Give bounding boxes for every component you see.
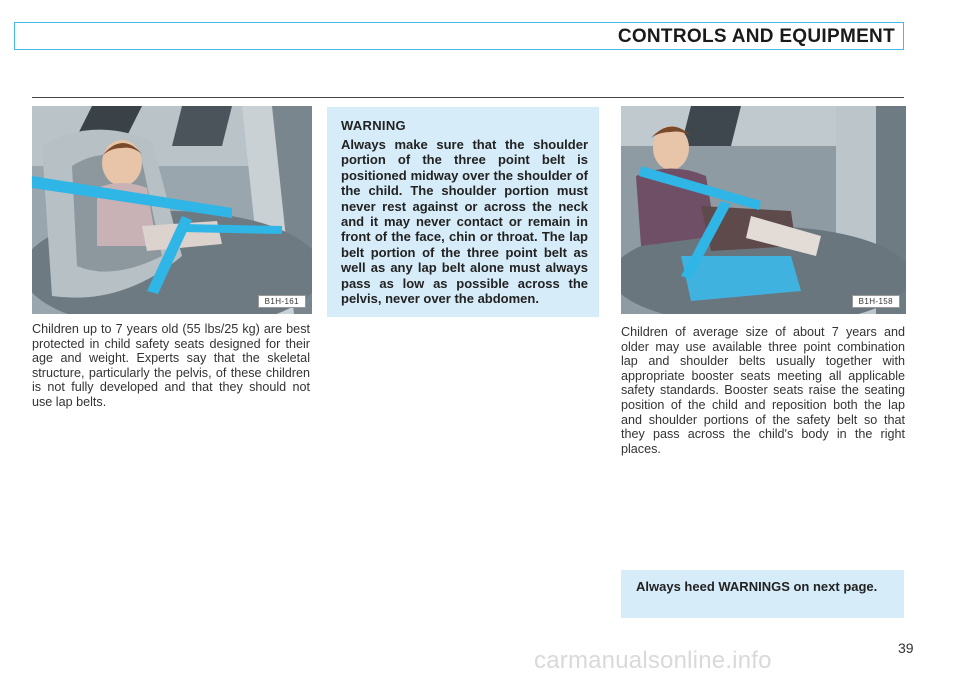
warning-title: WARNING — [341, 118, 406, 133]
figure-label-right: B1H-158 — [852, 295, 900, 308]
child-seat-illustration — [32, 106, 312, 314]
header-rule — [32, 97, 904, 98]
left-paragraph: Children up to 7 years old (55 lbs/25 kg) are best protected in child safety seats designed for their age and weight. Experts say that the skeletal structure, particularly the pelvis, of these children is not fully developed and that they should not use lap belts. — [32, 322, 310, 409]
booster-seat-image — [621, 106, 906, 314]
warning-text: Always make sure that the shoulder portion of the three point belt is positioned midway over the shoulder of the child. The shoulder portion must never rest against or across the neck and it may never contact or remain in front of the face, chin or throat. The lap belt portion of the three point belt as well as any lap belt alone must always pass as low as possible across the pelvis, never over the abdomen. — [341, 137, 588, 307]
page-title: CONTROLS AND EQUIPMENT — [617, 26, 895, 47]
notice-text: Always heed WARNINGS on next page. — [636, 579, 878, 594]
watermark: carmanualsonline.info — [534, 647, 772, 674]
child-seat-image — [32, 106, 312, 314]
page-number: 39 — [898, 640, 914, 656]
booster-seat-illustration — [621, 106, 906, 314]
page-header — [14, 22, 904, 50]
notice-box — [621, 570, 904, 618]
figure-label-left: B1H-161 — [258, 295, 306, 308]
right-paragraph: Children of average size of about 7 years and older may use available three point combination lap and shoulder belts usually together with appropriate booster seats meeting all applicable safety standards. Booster seats raise the seating position of the child and reposition both the lap and shoulder portions of the safety belt so that they pass across the child's body in the right places. — [621, 325, 905, 456]
warning-box — [327, 107, 599, 317]
